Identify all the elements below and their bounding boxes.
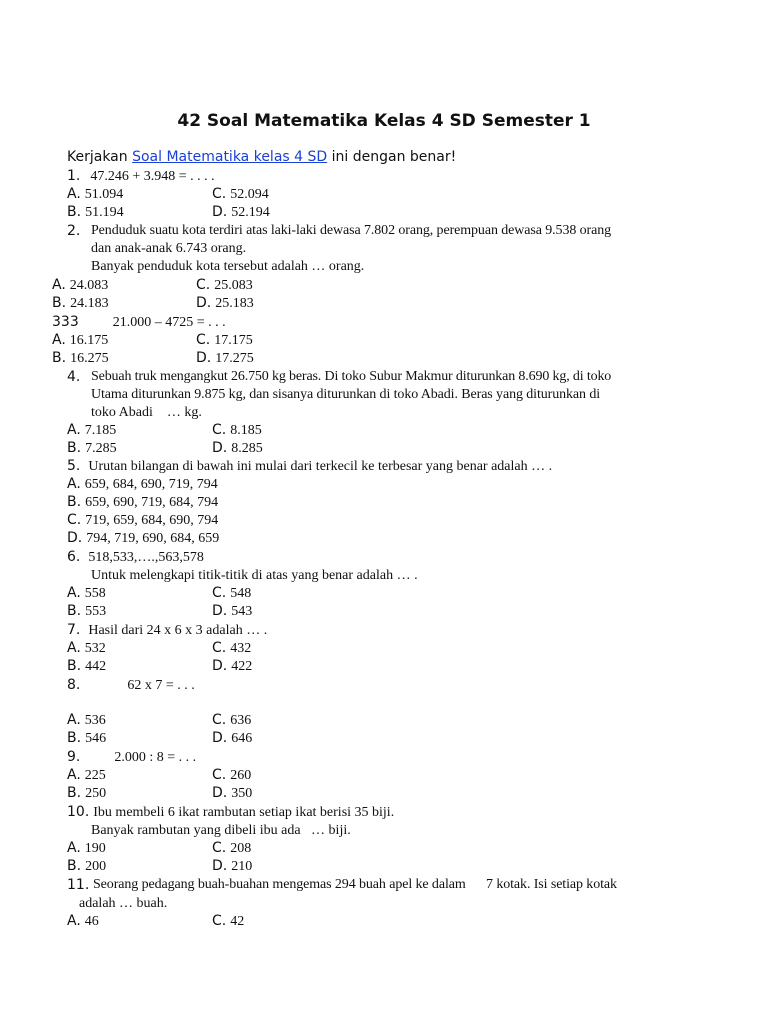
option-label: B. bbox=[52, 295, 67, 311]
option-c bbox=[212, 584, 251, 602]
option-value: 17.275 bbox=[215, 351, 254, 366]
option-label: C. bbox=[212, 640, 227, 656]
option-value: 532 bbox=[84, 641, 106, 656]
option-label: D. bbox=[212, 730, 228, 746]
option-a bbox=[67, 711, 106, 729]
option-value: 636 bbox=[230, 713, 252, 728]
option-value: 16.175 bbox=[69, 333, 109, 348]
option-label: A. bbox=[67, 585, 81, 601]
option-b bbox=[67, 439, 117, 457]
option-d bbox=[212, 657, 252, 675]
question-1 bbox=[67, 167, 215, 185]
option-d bbox=[212, 784, 252, 802]
question-number: 8. bbox=[67, 677, 81, 693]
option-label: C. bbox=[67, 512, 82, 528]
option-d bbox=[212, 602, 252, 620]
option-value: 646 bbox=[231, 731, 253, 746]
intro-before: Kerjakan bbox=[67, 149, 133, 165]
option-b bbox=[67, 784, 106, 802]
question-text: adalah … buah. bbox=[79, 896, 168, 911]
option-label: D. bbox=[212, 440, 228, 456]
option-value: 719, 659, 684, 690, 794 bbox=[85, 513, 219, 528]
option-label: D. bbox=[212, 603, 228, 619]
option-label: C. bbox=[212, 585, 227, 601]
option-value: 24.083 bbox=[69, 278, 109, 293]
question-text-line: Utama diturunkan 9.875 kg, dan sisanya diturunkan di toko Abadi. Beras yang diturunkan di bbox=[91, 387, 601, 402]
option-value: 553 bbox=[85, 604, 107, 619]
question-number: 10. bbox=[67, 804, 90, 820]
page-title: 42 Soal Matematika Kelas 4 SD Semester 1 bbox=[177, 111, 591, 131]
option-label: D. bbox=[212, 785, 228, 801]
option-value: 422 bbox=[231, 659, 253, 674]
option-label: C. bbox=[212, 422, 227, 438]
question-text: Untuk melengkapi titik-titik di atas yang benar adalah … . bbox=[91, 568, 418, 583]
option-label: D. bbox=[212, 658, 228, 674]
question-4-text bbox=[91, 368, 677, 422]
question-text: 62 x 7 = . . . bbox=[127, 678, 195, 693]
intro-link[interactable]: Soal Matematika kelas 4 SD bbox=[132, 149, 328, 165]
option-value: 7.185 bbox=[84, 423, 117, 438]
option-value: 200 bbox=[85, 859, 107, 874]
question-text-line: Sebuah truk mengangkut 26.750 kg beras. Di toko Subur Makmur diturunkan 8.690 kg, di toko bbox=[91, 369, 612, 384]
question-11-text2 bbox=[79, 894, 167, 912]
question-7 bbox=[67, 621, 267, 639]
option-label: C. bbox=[196, 277, 211, 293]
option-label: A. bbox=[52, 332, 66, 348]
option-label: B. bbox=[52, 350, 67, 366]
question-11-number bbox=[67, 876, 89, 894]
option-d bbox=[212, 439, 263, 457]
question-text-line: Banyak penduduk kota tersebut adalah … orang. bbox=[91, 259, 365, 274]
option-label: C. bbox=[212, 913, 227, 929]
option-label: B. bbox=[67, 494, 82, 510]
option-a bbox=[67, 185, 123, 203]
option-value: 52.094 bbox=[230, 187, 269, 202]
option-b bbox=[52, 349, 109, 367]
option-b bbox=[67, 602, 106, 620]
option-b bbox=[67, 729, 106, 747]
question-number: 1. bbox=[67, 168, 81, 184]
intro-after: ini dengan benar! bbox=[327, 149, 457, 165]
question-text-line: Seorang pedagang buah-buahan mengemas 294 buah apel ke dalam 7 kotak. Isi setiap kotak bbox=[93, 877, 617, 892]
option-value: 659, 684, 690, 719, 794 bbox=[84, 477, 218, 492]
option-value: 8.185 bbox=[230, 423, 262, 438]
question-text: Urutan bilangan di bawah ini mulai dari terkecil ke terbesar yang benar adalah … . bbox=[88, 459, 553, 474]
question-5 bbox=[67, 457, 552, 475]
option-label: B. bbox=[67, 603, 82, 619]
option-c bbox=[212, 912, 244, 930]
option-label: C. bbox=[212, 186, 227, 202]
option-c bbox=[212, 421, 262, 439]
question-number: 2. bbox=[67, 223, 81, 239]
question-2-text bbox=[91, 222, 677, 276]
option-value: 208 bbox=[230, 841, 252, 856]
option-c bbox=[196, 331, 253, 349]
option-c bbox=[67, 511, 218, 529]
question-10 bbox=[67, 803, 394, 821]
option-value: 250 bbox=[85, 786, 107, 801]
option-label: D. bbox=[196, 350, 212, 366]
option-c bbox=[212, 185, 269, 203]
option-value: 16.275 bbox=[70, 351, 109, 366]
question-text: 21.000 – 4725 = . . . bbox=[112, 315, 226, 330]
option-value: 42 bbox=[230, 914, 245, 929]
question-8 bbox=[67, 676, 195, 694]
question-number: 6. bbox=[67, 549, 81, 565]
option-label: A. bbox=[67, 840, 81, 856]
question-2-number bbox=[67, 222, 80, 240]
question-11-text bbox=[93, 876, 677, 894]
option-value: 225 bbox=[84, 768, 106, 783]
option-value: 17.175 bbox=[214, 333, 253, 348]
option-label: A. bbox=[67, 767, 81, 783]
option-a bbox=[67, 584, 106, 602]
question-number: 9. bbox=[67, 749, 81, 765]
option-a bbox=[67, 912, 99, 930]
option-label: B. bbox=[67, 440, 82, 456]
option-c bbox=[212, 766, 251, 784]
option-label: B. bbox=[67, 204, 82, 220]
option-c bbox=[212, 711, 251, 729]
option-a bbox=[67, 421, 116, 439]
option-a bbox=[52, 331, 108, 349]
option-value: 25.083 bbox=[214, 278, 253, 293]
option-value: 350 bbox=[231, 786, 253, 801]
option-label: A. bbox=[67, 913, 81, 929]
option-b bbox=[67, 857, 106, 875]
option-label: D. bbox=[67, 530, 83, 546]
option-b bbox=[67, 203, 124, 221]
intro-line bbox=[67, 149, 456, 165]
option-value: 432 bbox=[230, 641, 252, 656]
option-d bbox=[212, 203, 270, 221]
question-number: 4. bbox=[67, 369, 81, 385]
question-text-line: toko Abadi … kg. bbox=[91, 405, 202, 420]
option-value: 548 bbox=[230, 586, 252, 601]
option-value: 46 bbox=[84, 914, 99, 929]
option-value: 7.285 bbox=[85, 441, 117, 456]
question-6-text2 bbox=[91, 566, 418, 584]
option-label: A. bbox=[67, 640, 81, 656]
question-number: 11. bbox=[67, 877, 90, 893]
option-c bbox=[212, 639, 251, 657]
option-label: D. bbox=[212, 858, 228, 874]
question-number: 7. bbox=[67, 622, 81, 638]
question-text: Hasil dari 24 x 6 x 3 adalah … . bbox=[88, 623, 268, 638]
question-text: Ibu membeli 6 ikat rambutan setiap ikat berisi 35 biji. bbox=[93, 805, 395, 820]
option-label: A. bbox=[52, 277, 66, 293]
question-text: 2.000 : 8 = . . . bbox=[114, 750, 197, 765]
option-a bbox=[67, 839, 106, 857]
option-label: D. bbox=[196, 295, 212, 311]
option-label: D. bbox=[212, 204, 228, 220]
option-label: B. bbox=[67, 730, 82, 746]
option-value: 558 bbox=[84, 586, 106, 601]
option-label: A. bbox=[67, 186, 81, 202]
question-6 bbox=[67, 548, 204, 566]
option-label: A. bbox=[67, 476, 81, 492]
option-value: 442 bbox=[85, 659, 107, 674]
question-10-text2 bbox=[91, 821, 351, 839]
option-value: 51.094 bbox=[84, 187, 124, 202]
option-value: 260 bbox=[230, 768, 252, 783]
option-b bbox=[67, 493, 218, 511]
question-9 bbox=[67, 748, 196, 766]
option-value: 536 bbox=[84, 713, 106, 728]
option-value: 51.194 bbox=[85, 205, 124, 220]
option-value: 190 bbox=[84, 841, 106, 856]
question-text-line: Penduduk suatu kota terdiri atas laki-laki dewasa 7.802 orang, perempuan dewasa 9.538 orang bbox=[91, 223, 612, 238]
option-value: 659, 690, 719, 684, 794 bbox=[85, 495, 219, 510]
question-text: 47.246 + 3.948 = . . . . bbox=[90, 169, 215, 184]
option-d bbox=[196, 294, 254, 312]
option-a bbox=[67, 639, 106, 657]
option-d bbox=[212, 857, 252, 875]
option-c bbox=[196, 276, 253, 294]
option-b bbox=[67, 657, 106, 675]
option-d bbox=[67, 529, 219, 547]
option-c bbox=[212, 839, 251, 857]
option-value: 210 bbox=[231, 859, 253, 874]
question-text-line: dan anak-anak 6.743 orang. bbox=[91, 241, 247, 256]
option-label: B. bbox=[67, 785, 82, 801]
question-3 bbox=[52, 313, 226, 331]
option-a bbox=[52, 276, 108, 294]
option-d bbox=[212, 729, 252, 747]
option-value: 8.285 bbox=[231, 441, 263, 456]
option-label: C. bbox=[212, 767, 227, 783]
option-value: 25.183 bbox=[215, 296, 254, 311]
option-label: A. bbox=[67, 422, 81, 438]
option-label: C. bbox=[212, 840, 227, 856]
option-value: 546 bbox=[85, 731, 107, 746]
question-4-number bbox=[67, 368, 80, 386]
option-label: C. bbox=[196, 332, 211, 348]
option-b bbox=[52, 294, 109, 312]
option-value: 52.194 bbox=[231, 205, 270, 220]
option-label: A. bbox=[67, 712, 81, 728]
option-d bbox=[196, 349, 254, 367]
option-label: C. bbox=[212, 712, 227, 728]
option-value: 24.183 bbox=[70, 296, 109, 311]
question-number: 5. bbox=[67, 458, 81, 474]
question-number: 333 bbox=[52, 314, 79, 330]
option-label: B. bbox=[67, 858, 82, 874]
question-text: Banyak rambutan yang dibeli ibu ada … biji. bbox=[91, 823, 351, 838]
option-a bbox=[67, 475, 218, 493]
option-a bbox=[67, 766, 106, 784]
option-label: B. bbox=[67, 658, 82, 674]
option-value: 543 bbox=[231, 604, 253, 619]
question-text: 518,533,….,563,578 bbox=[88, 550, 204, 565]
option-value: 794, 719, 690, 684, 659 bbox=[86, 531, 220, 546]
